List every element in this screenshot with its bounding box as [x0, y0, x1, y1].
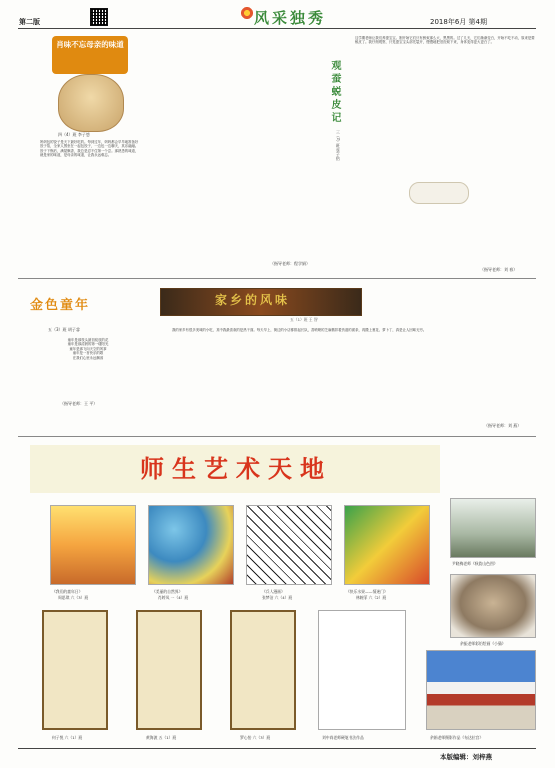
art-bottom-caption: 刘中尚老师硬笔书法作品 — [322, 735, 364, 740]
rule-mid-two — [18, 436, 536, 437]
art-top-2 — [148, 505, 234, 585]
article-three-teacher: （指导老师：程学娟） — [270, 261, 310, 266]
art-top-author: 周思琪 六（3）班 — [58, 595, 89, 600]
art-bottom-caption: 余娟老师摄影作品《布达拉宫》 — [430, 735, 484, 740]
rule-mid-one — [18, 278, 536, 279]
calligraphy-1 — [42, 610, 108, 730]
article-four-title: 家乡的风味 — [215, 293, 291, 307]
poem-teacher: （指导老师：王 平） — [60, 401, 98, 406]
calligraphy-3 — [230, 610, 296, 730]
article-one-byline: 四（4）班 李子悠 — [58, 132, 90, 137]
article-one-body: 妈妈包的饺子是天下最好吃的。每到过年，妈妈都会早早地准备好饺子馅，全家人围坐在一起包饺子，一边包一边聊天，其乐融融。饺子下锅后，满屋飘香，我总是忍不住第一个尝。那熟悉的味道，就是家的味道，是母亲的味道，让我永远难忘。 — [40, 140, 139, 158]
art-bottom-author: 黄海波 五（1）班 — [146, 735, 177, 740]
article-two-body: 这学期老师让我们养蚕宝宝。刚开始它们只有蚂蚁那么大，黑黑的。过了几天，它们渐渐变白，开始不吃不动，原来是要蜕皮了。我仔细观察，只见蚕宝宝头部先裂开，慢慢地把旧皮蜕下来，身体变得更大更白了。 — [355, 36, 535, 45]
art-right-caption: 尹晓梅老师《秋韵山色图》 — [452, 561, 498, 566]
qr-code-icon — [90, 8, 108, 26]
poem-lines — [38, 338, 138, 360]
art-top-caption: 《兵人漫画》 — [262, 589, 285, 594]
art-section-title: 师生艺术天地 — [140, 455, 332, 483]
article-one-title: 肖味不忘母亲的味道 — [56, 40, 124, 49]
article-four-teacher: （指导老师：刘 燕） — [484, 423, 522, 428]
cat-image — [450, 574, 536, 638]
poem-line: 在我们心里永远飘荡 — [72, 355, 104, 360]
silkworm-image — [409, 182, 469, 204]
potala-photo — [426, 650, 536, 730]
masthead-flowers — [240, 6, 254, 20]
poem-section-title: 金色童年 — [30, 298, 91, 313]
art-bottom-author: 何子悦 六（1）班 — [52, 735, 83, 740]
issue-date: 2018年6月 第4期 — [430, 18, 487, 26]
footer-editor: 本版编辑：刘梓燕 — [440, 753, 492, 761]
art-top-4 — [344, 505, 430, 585]
page-title: 风采独秀 — [254, 9, 327, 27]
article-two-byline: 三（2）班 蔡子怡 — [336, 130, 342, 161]
art-top-caption: 《快乐水果——情迷门》 — [346, 589, 388, 594]
poem-line: 童年是那飞向天空的风筝 — [69, 346, 107, 351]
header-rule — [18, 28, 536, 29]
poem-line: 童年是一首快乐的歌 — [72, 351, 104, 356]
footer-rule — [18, 748, 536, 749]
art-top-caption: 《美丽的自然界》 — [152, 589, 183, 594]
art-top-author: 林婉菲 六（2）班 — [356, 595, 387, 600]
art-right-landscape — [450, 498, 536, 558]
poem-line: 童年是那清晨的第一缕阳光 — [67, 342, 109, 347]
art-top-author: 张梦洁 六（4）班 — [262, 595, 293, 600]
poem-byline: 五（3）班 胡子睿 — [48, 327, 80, 332]
art-bottom-author: 罗心怡 六（3）班 — [240, 735, 271, 740]
poem-line: 童年是那枝头最初绽放的花 — [67, 338, 109, 342]
art-top-caption: 《我们的童年日》 — [52, 589, 83, 594]
art-top-3 — [246, 505, 332, 585]
calligraphy-4 — [318, 610, 406, 730]
art-right-caption: 余振老师彩铅绘画《小猫》 — [460, 641, 506, 646]
art-top-author: 肖婷凤 一（4）班 — [158, 595, 189, 600]
article-two-teacher: （指导老师：刘 春） — [480, 267, 518, 272]
article-four-body: 我的家乡有很多美味的小吃，其中我最喜欢的是热干面。每天早上，街边的小店都排起长队，香喷喷的芝麻酱拌着劲道的面条，再撒上葱花、萝卜丁，真是让人回味无穷。 — [172, 328, 427, 332]
cookie-image — [58, 74, 124, 132]
calligraphy-2 — [136, 610, 202, 730]
art-top-1 — [50, 505, 136, 585]
edition-label: 第二版 — [19, 18, 40, 26]
article-four-byline: 五（1）班 王 智 — [290, 317, 318, 322]
article-two-title: 观蚕蜕皮记 — [329, 60, 340, 125]
